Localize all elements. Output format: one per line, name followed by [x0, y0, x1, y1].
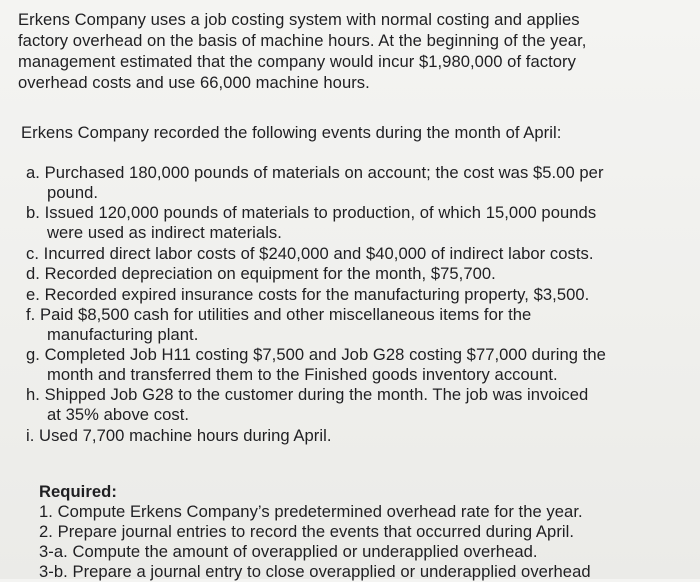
intro-line-3: management estimated that the company would incur $1,980,000 of factory: [18, 52, 576, 71]
intro-line-2: factory overhead on the basis of machine hours. At the beginning of the year,: [18, 31, 587, 50]
event-f-line-2: manufacturing plant.: [47, 325, 199, 344]
event-h-line-2: at 35% above cost.: [47, 405, 190, 424]
event-e: e. Recorded expired insurance costs for the manufacturing property, $3,500.: [26, 285, 590, 304]
intro-line-4: overhead costs and use 66,000 machine hours.: [18, 73, 370, 92]
intro-line-1: Erkens Company uses a job costing system with normal costing and applies: [18, 10, 580, 29]
event-i: i. Used 7,700 machine hours during April.: [26, 426, 332, 445]
event-h-line-1: h. Shipped Job G28 to the customer during the month. The job was invoiced: [26, 385, 589, 404]
event-b-line-1: b. Issued 120,000 pounds of materials to production, of which 15,000 pounds: [26, 203, 597, 222]
event-c: c. Incurred direct labor costs of $240,000 and $40,000 of indirect labor costs.: [26, 244, 594, 263]
event-b-line-2: were used as indirect materials.: [47, 223, 282, 242]
event-d: d. Recorded depreciation on equipment for the month, $75,700.: [26, 264, 496, 283]
event-f-line-1: f. Paid $8,500 cash for utilities and other miscellaneous items for the: [26, 305, 532, 324]
event-g-line-2: month and transferred them to the Finished goods inventory account.: [47, 365, 558, 384]
event-a-line-1: a. Purchased 180,000 pounds of materials on account; the cost was $5.00 per: [26, 163, 604, 182]
event-a-line-2: pound.: [47, 183, 99, 202]
required-2: 2. Prepare journal entries to record the events that occurred during April.: [39, 522, 575, 541]
required-1: 1. Compute Erkens Company’s predetermined overhead rate for the year.: [39, 502, 583, 521]
required-heading: Required:: [39, 482, 117, 501]
required-3a: 3-a. Compute the amount of overapplied or underapplied overhead.: [39, 542, 538, 561]
event-g-line-1: g. Completed Job H11 costing $7,500 and Job G28 costing $77,000 during the: [26, 345, 606, 364]
events-heading: Erkens Company recorded the following events during the month of April:: [21, 123, 562, 142]
required-3b: 3-b. Prepare a journal entry to close overapplied or underapplied overhead: [39, 562, 591, 581]
